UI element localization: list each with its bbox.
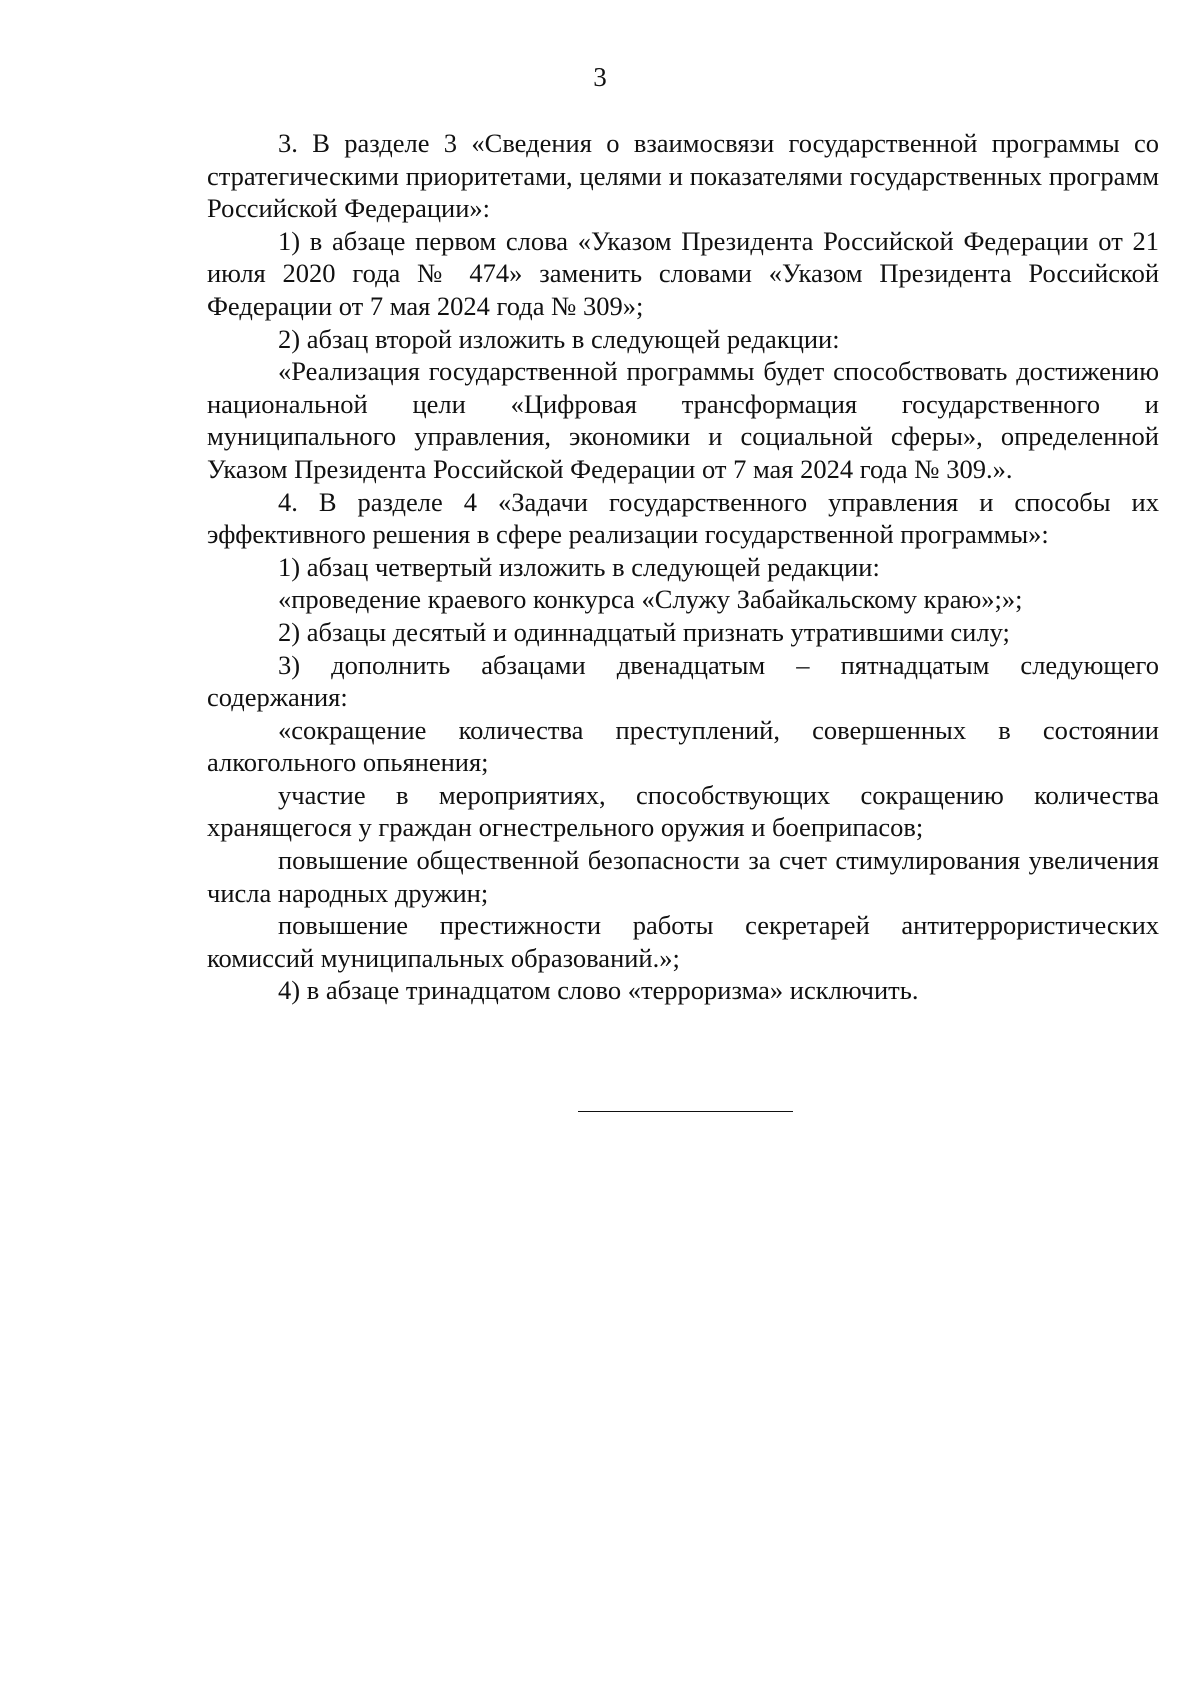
- paragraph-section-4-item-3: 3) дополнить абзацами двенадцатым – пятнадцатым следующего содержания:: [207, 649, 1159, 713]
- paragraph-section-3-item-2: 2) абзац второй изложить в следующей редакции:: [278, 323, 840, 354]
- page-number: 3: [593, 62, 607, 92]
- paragraph-section-4-item-4: 4) в абзаце тринадцатом слово «терроризма» исключить.: [278, 975, 919, 1006]
- paragraph-section-3-item-1: 1) в абзаце первом слова «Указом Президента Российской Федерации от 21 июля 2020 года № 474» заменить словами «Указом Президента Российской Федерации от 7 мая 2024 года № 309»;: [207, 225, 1159, 321]
- paragraph-added-15: повышение престижности работы секретарей антитеррористических комиссий муниципальных образований.»;: [207, 910, 1159, 973]
- end-separator-line: [578, 1111, 793, 1112]
- paragraph-added-13: участие в мероприятиях, способствующих сокращению количества хранящегося у граждан огнестрельного оружия и боеприпасов;: [207, 779, 1159, 843]
- paragraph-added-12: «сокращение количества преступлений, совершенных в состоянии алкогольного опьянения;: [207, 714, 1159, 778]
- paragraph-added-14: повышение общественной безопасности за счет стимулирования увеличения числа народных дружин;: [207, 845, 1159, 908]
- paragraph-section-4-item-1: 1) абзац четвертый изложить в следующей редакции:: [278, 551, 880, 582]
- paragraph-section-3-heading: 3. В разделе 3 «Сведения о взаимосвязи государственной программы со стратегическими приоритетами, целями и показателями государственных программ Российской Федерации»:: [207, 128, 1159, 224]
- paragraph-section-4-heading: 4. В разделе 4 «Задачи государственного управления и способы их эффективного решения в сфере реализации государственной программы»:: [207, 486, 1159, 550]
- paragraph-contest-wording: «проведение краевого конкурса «Служу Забайкальскому краю»;»;: [278, 584, 1023, 615]
- paragraph-section-4-item-2: 2) абзацы десятый и одиннадцатый признать утратившими силу;: [278, 616, 1010, 647]
- paragraph-new-wording: «Реализация государственной программы будет способствовать достижению национальной цели «Цифровая трансформация государственного и муниципального управления, экономики и социальной сферы», определенной Указом Президента Российской Федерации от 7 мая 2024 года № 309.».: [207, 356, 1159, 484]
- document-body: [207, 127, 1159, 1007]
